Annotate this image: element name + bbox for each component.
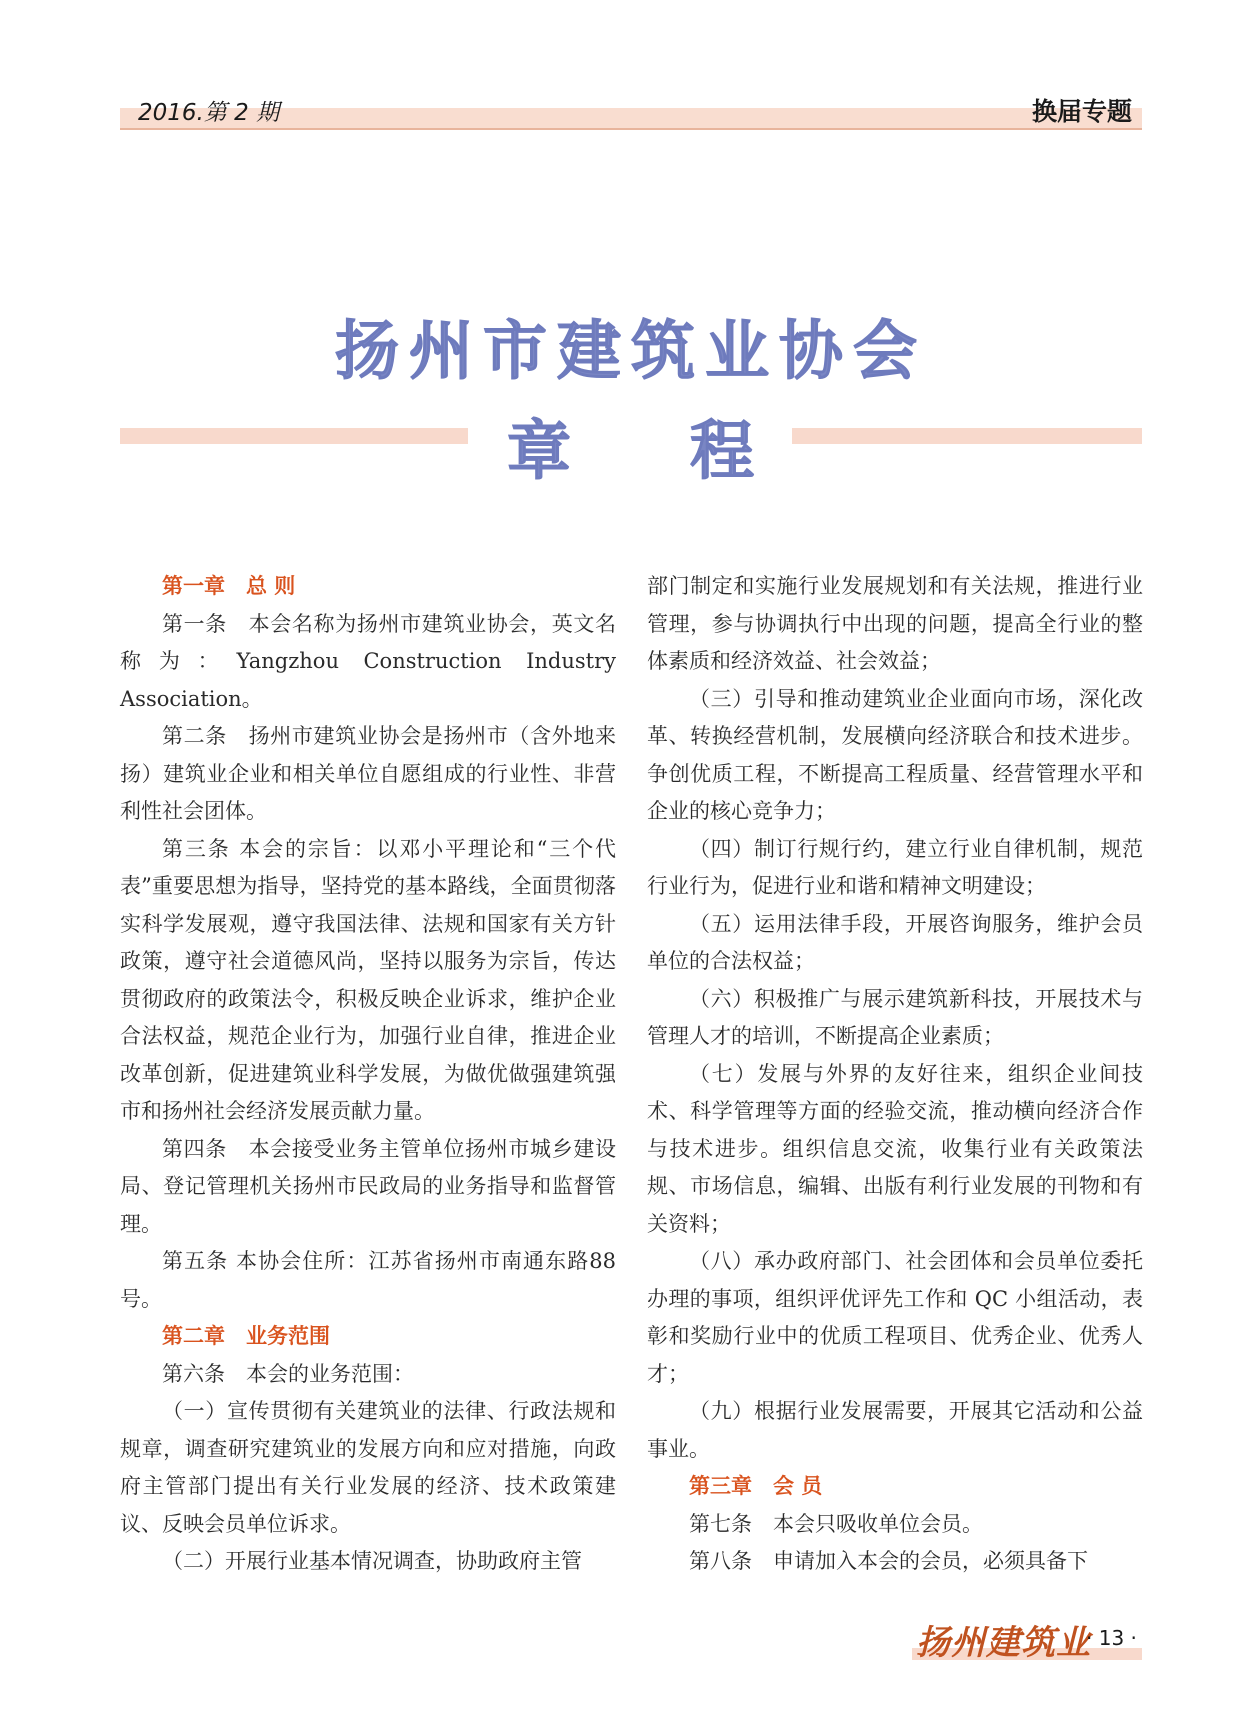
article-paragraph: 部门制定和实施行业发展规划和有关法规，推进行业管理，参与协调执行中出现的问题，提高全行业的整体素质和经济效益、社会效益； (647, 574, 1143, 673)
article-paragraph: （四）制订行规行约，建立行业自律机制，规范行业行为，促进行业和谐和精神文明建设； (647, 836, 1143, 898)
article-paragraph: （九）根据行业发展需要，开展其它活动和公益事业。 (647, 1399, 1143, 1461)
article-paragraph: （七）发展与外界的友好往来，组织企业间技术、科学管理等方面的经验交流，推动横向经济合作与技术进步。组织信息交流，收集行业有关政策法规、市场信息，编辑、出版有利行业发展的刊物和有关资料； (647, 1061, 1143, 1236)
title-rule-left (120, 428, 468, 444)
article-paragraph: （三）引导和推动建筑业企业面向市场，深化改革、转换经营机制，发展横向经济联合和技术进步。争创优质工程，不断提高工程质量、经营管理水平和企业的核心竞争力； (647, 686, 1143, 823)
article-paragraph: 第五条 本协会住所：江苏省扬州市南通东路88 号。 (120, 1249, 616, 1311)
chapter-heading: 第三章 会 员 (689, 1474, 823, 1498)
chapter-heading: 第二章 业务范围 (162, 1324, 330, 1348)
article-paragraph: 第六条 本会的业务范围： (162, 1361, 414, 1386)
title-rule-right (792, 428, 1142, 444)
magazine-logo: 扬州建筑业 (916, 1623, 1091, 1663)
article-title: 扬州市建筑业协会 (335, 315, 927, 389)
issue-label: 2016.第 2 期 (138, 100, 280, 126)
chapter-heading: 第一章 总 则 (162, 574, 296, 598)
article-paragraph: （二）开展行业基本情况调查，协助政府主管 (162, 1549, 582, 1573)
article-paragraph: （八）承办政府部门、社会团体和会员单位委托办理的事项，组织评优评先工作和 QC 小组活动，表彰和奖励行业中的优质工程项目、优秀企业、优秀人才； (647, 1249, 1143, 1386)
article-paragraph: （六）积极推广与展示建筑新科技，开展技术与管理人才的培训，不断提高企业素质； (647, 986, 1143, 1048)
article-paragraph: 第七条 本会只吸收单位会员。 (689, 1511, 983, 1536)
section-tag: 换届专题 (1031, 97, 1132, 126)
article-paragraph: （一）宣传贯彻有关建筑业的法律、行政法规和规章，调查研究建筑业的发展方向和应对措施，向政府主管部门提出有关行业发展的经济、技术政策建议、反映会员单位诉求。 (120, 1399, 616, 1536)
article-paragraph: 第一条 本会名称为扬州市建筑业协会，英文名称为：Yangzhou Construction Industry Association。 (120, 611, 616, 711)
article-paragraph: 第四条 本会接受业务主管单位扬州市城乡建设局、登记管理机关扬州市民政局的业务指导和监督管理。 (120, 1136, 616, 1236)
article-paragraph: （五）运用法律手段，开展咨询服务，维护会员单位的合法权益； (647, 911, 1143, 973)
left-column (120, 568, 616, 1581)
article-paragraph: 第三条 本会的宗旨：以邓小平理论和“三个代表”重要思想为指导，坚持党的基本路线，全面贯彻落实科学发展观，遵守我国法律、法规和国家有关方针政策，遵守社会道德风尚，坚持以服务为宗旨，传达贯彻政府的政策法令，积极反映企业诉求，维护企业合法权益，规范企业行为，加强行业自律，推进企业改革创新，促进建筑业科学发展，为做优做强建筑强市和扬州社会经济发展贡献力量。 (120, 836, 616, 1123)
article-subtitle-char-1: 章 (507, 415, 571, 489)
right-column (647, 568, 1143, 1581)
article-paragraph: 第二条 扬州市建筑业协会是扬州市（含外地来扬）建筑业企业和相关单位自愿组成的行业性、非营利性社会团体。 (120, 724, 616, 823)
page-number: · 13 · (1086, 1626, 1137, 1650)
article-paragraph: 第八条 申请加入本会的会员，必须具备下 (689, 1549, 1088, 1573)
article-subtitle-char-2: 程 (690, 415, 754, 489)
